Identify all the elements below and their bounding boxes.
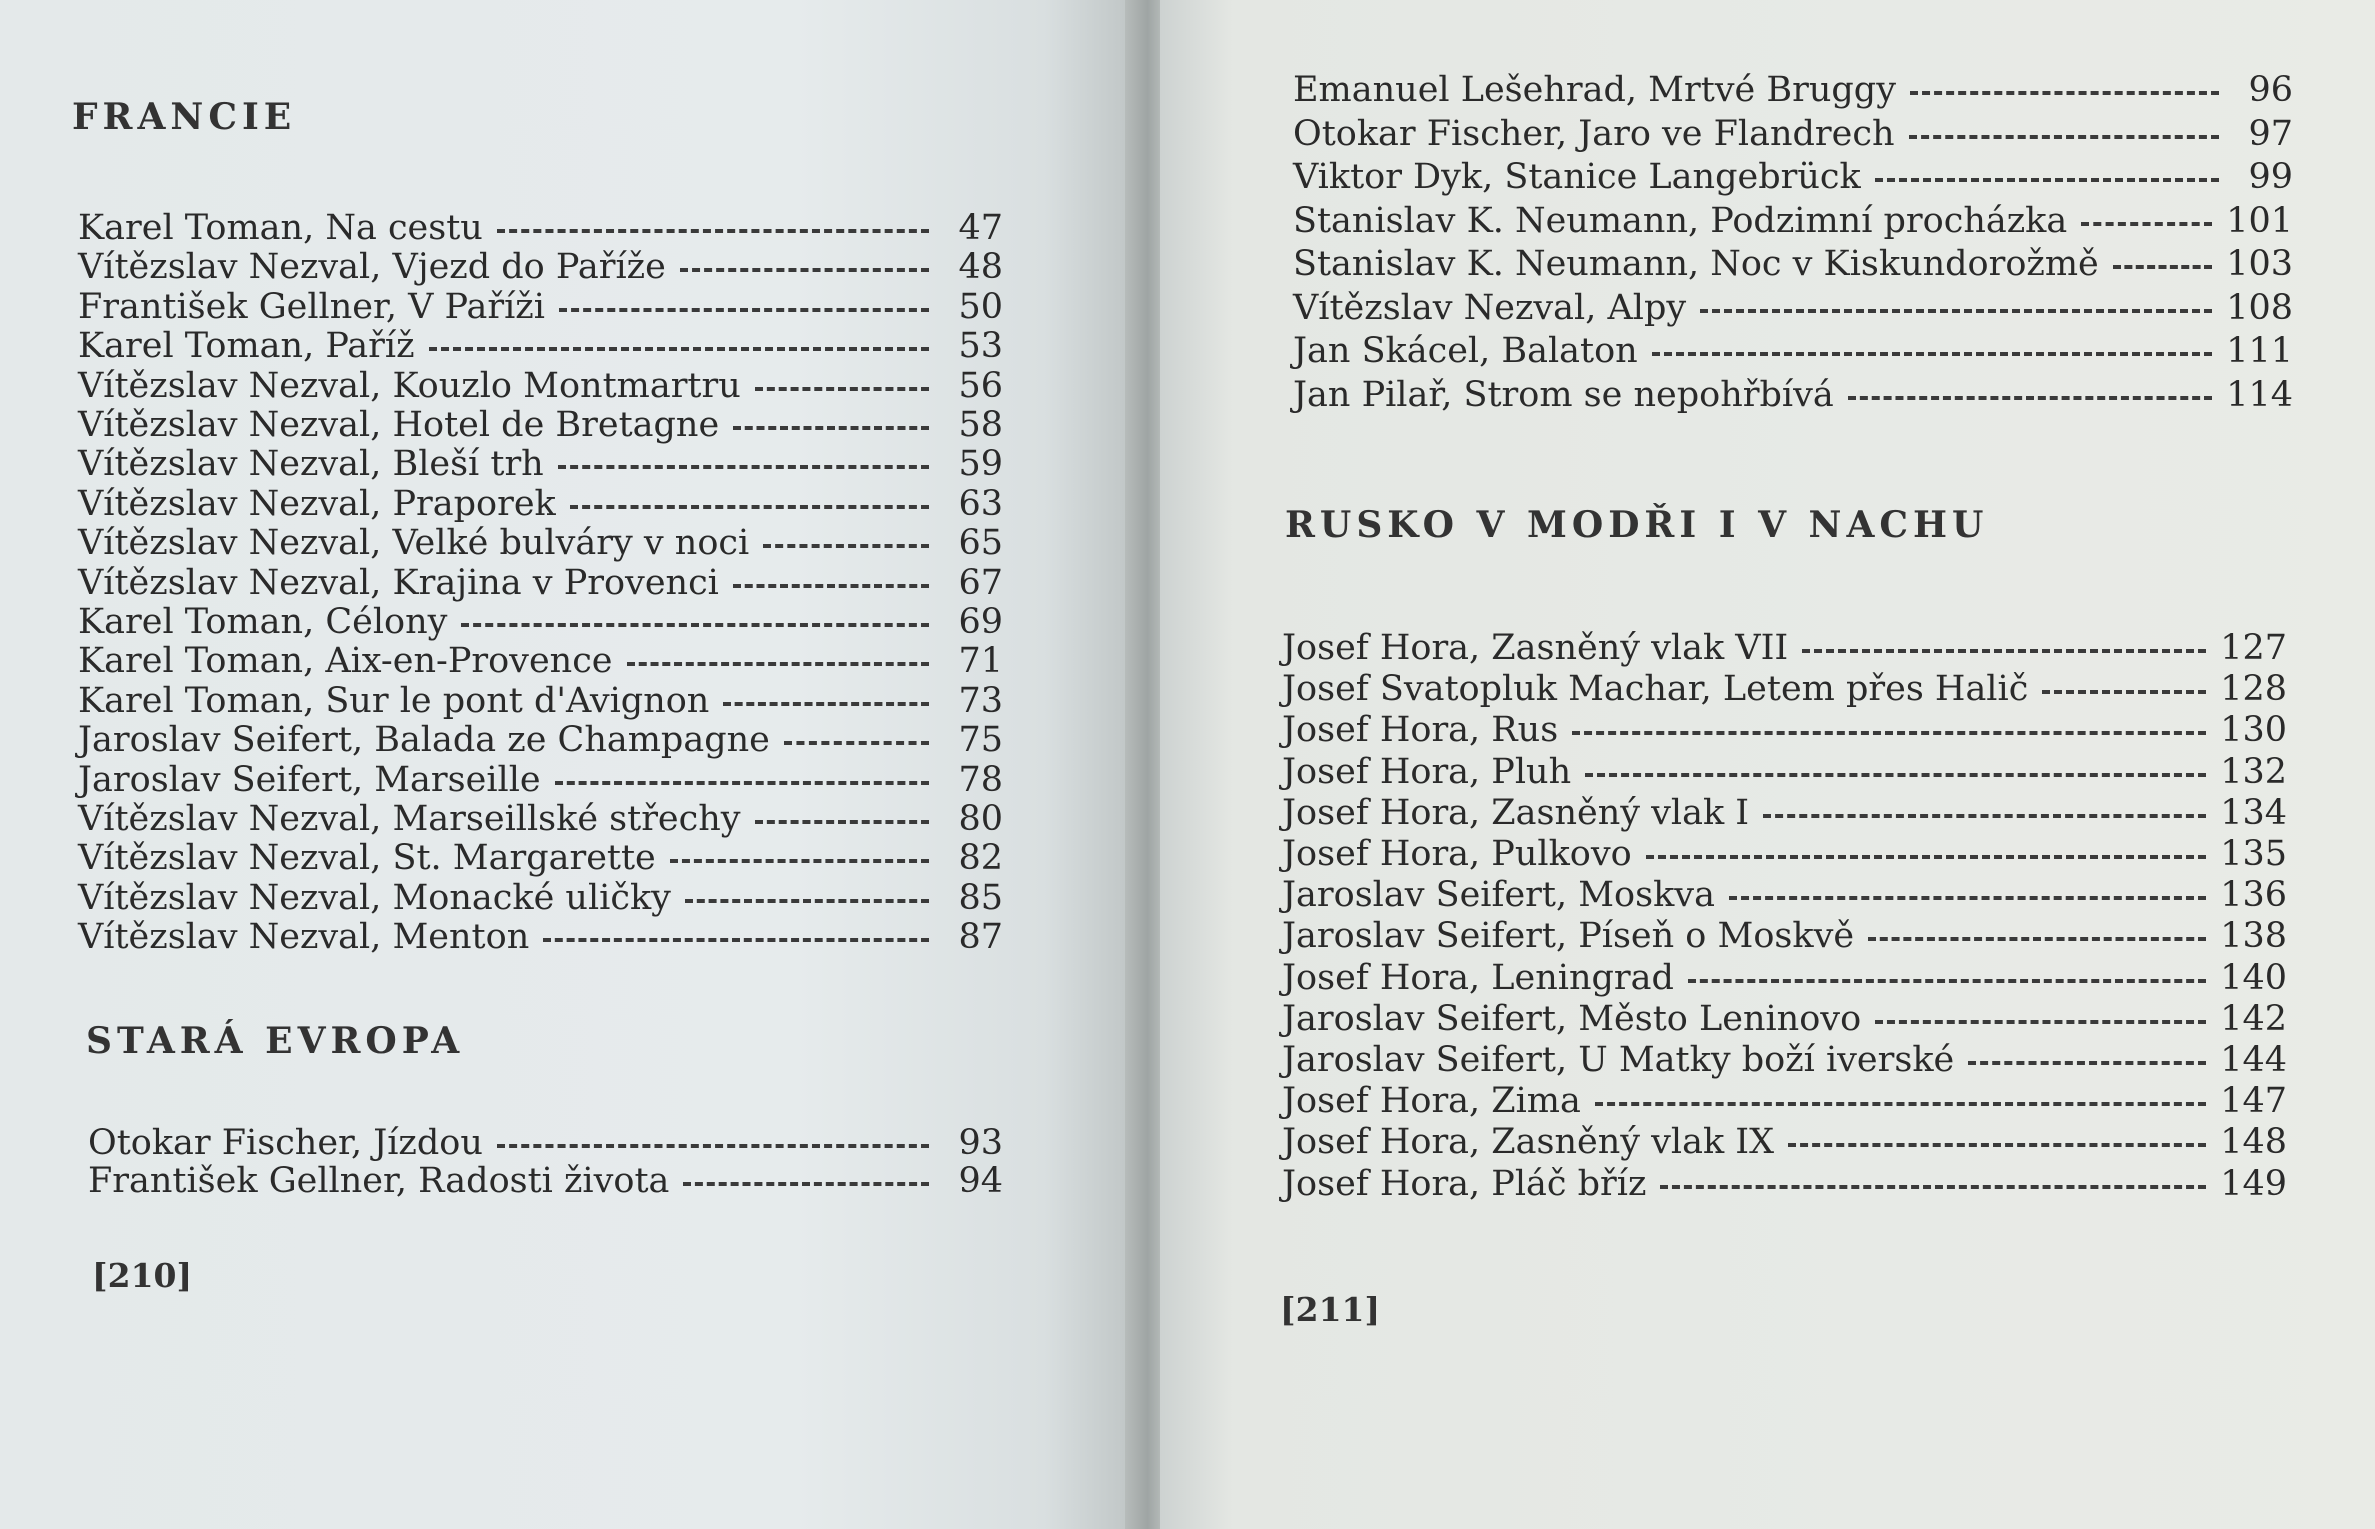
toc-entry-title: Vítězslav Nezval, Praporek bbox=[78, 483, 556, 524]
toc-entry-page: 127 bbox=[2220, 628, 2287, 668]
toc-entry bbox=[78, 208, 1003, 248]
toc-entry-title: Josef Hora, Zasněný vlak I bbox=[1282, 792, 1750, 833]
toc-entry-page: 80 bbox=[958, 799, 1003, 839]
toc-entry-title: Karel Toman, Paříž bbox=[78, 326, 415, 367]
toc-entry-title: Vítězslav Nezval, Bleší trh bbox=[78, 444, 544, 485]
toc-entry-title: Josef Hora, Zasněný vlak IX bbox=[1282, 1122, 1775, 1163]
dot-leader bbox=[1729, 896, 2206, 900]
toc-entry-page: 97 bbox=[2248, 113, 2293, 154]
toc-entry bbox=[1282, 1040, 2287, 1080]
dot-leader bbox=[1910, 91, 2219, 95]
dot-leader bbox=[1848, 396, 2212, 400]
toc-entry-title: Vítězslav Nezval, Kouzlo Montmartru bbox=[78, 365, 741, 406]
toc-entry bbox=[1293, 70, 2293, 110]
toc-entry-page: 85 bbox=[958, 877, 1003, 918]
toc-entry bbox=[78, 563, 1003, 603]
toc-entry-page: 136 bbox=[2220, 875, 2287, 916]
toc-entry-page: 128 bbox=[2220, 669, 2287, 710]
toc-entry-title: Jaroslav Seifert, Píseň o Moskvě bbox=[1282, 916, 1855, 957]
toc-entry-title: Vítězslav Nezval, Krajina v Provenci bbox=[78, 562, 719, 603]
toc-entry-title: Vítězslav Nezval, Hotel de Bretagne bbox=[78, 405, 720, 445]
dot-leader bbox=[755, 820, 929, 824]
dot-leader bbox=[723, 702, 929, 706]
toc-entry-title: František Gellner, Radosti života bbox=[88, 1161, 670, 1201]
toc-entry-title: Vítězslav Nezval, Velké bulváry v noci bbox=[78, 523, 750, 564]
toc-entry-page: 108 bbox=[2226, 287, 2293, 328]
dot-leader bbox=[733, 584, 929, 588]
toc-entry-title: Jaroslav Seifert, Město Leninovo bbox=[1282, 998, 1862, 1039]
toc-entry-title: Vítězslav Nezval, Marseillské střechy bbox=[78, 799, 741, 839]
toc-entry bbox=[78, 366, 1003, 406]
toc-entry bbox=[1282, 628, 2287, 668]
dot-leader bbox=[733, 426, 929, 430]
section-heading-rusko: RUSKO V MODŘI I V NACHU bbox=[1285, 504, 1989, 546]
toc-entry bbox=[78, 760, 1003, 800]
toc-entry-title: Otokar Fischer, Jaro ve Flandrech bbox=[1293, 113, 1895, 154]
toc-entry-page: 82 bbox=[958, 838, 1003, 879]
toc-entry-page: 135 bbox=[2220, 834, 2287, 874]
dot-leader bbox=[1585, 773, 2206, 777]
toc-entry-page: 93 bbox=[958, 1123, 1003, 1163]
dot-leader bbox=[1646, 855, 2206, 859]
dot-leader bbox=[1875, 178, 2219, 182]
toc-entry bbox=[1282, 793, 2287, 833]
toc-entry-page: 99 bbox=[2248, 157, 2293, 197]
toc-entry-page: 140 bbox=[2220, 957, 2287, 998]
toc-entry-title: Vítězslav Nezval, Alpy bbox=[1293, 287, 1687, 328]
toc-entry-page: 73 bbox=[958, 680, 1003, 721]
dot-leader bbox=[755, 387, 929, 391]
toc-entry-page: 56 bbox=[958, 365, 1003, 406]
toc-entry bbox=[78, 247, 1003, 287]
toc-entry-title: Vítězslav Nezval, Monacké uličky bbox=[78, 877, 671, 918]
toc-entry-title: Emanuel Lešehrad, Mrtvé Bruggy bbox=[1293, 70, 1896, 110]
toc-entry-page: 69 bbox=[958, 602, 1003, 642]
toc-entry-page: 103 bbox=[2226, 244, 2293, 284]
dot-leader bbox=[570, 505, 929, 509]
toc-entry-page: 149 bbox=[2220, 1163, 2287, 1204]
toc-entry bbox=[1282, 916, 2287, 956]
toc-entry bbox=[78, 484, 1003, 524]
dot-leader bbox=[685, 899, 929, 903]
toc-entry-page: 101 bbox=[2226, 200, 2293, 241]
dot-leader bbox=[1968, 1061, 2206, 1065]
toc-entry-page: 147 bbox=[2220, 1081, 2287, 1122]
dot-leader bbox=[2042, 690, 2206, 694]
dot-leader bbox=[558, 465, 929, 469]
toc-entry-page: 148 bbox=[2220, 1122, 2287, 1163]
toc-entry bbox=[1293, 288, 2293, 328]
dot-leader bbox=[1595, 1102, 2206, 1106]
dot-leader bbox=[559, 308, 929, 312]
toc-entry bbox=[1293, 331, 2293, 371]
toc-entry-page: 53 bbox=[958, 326, 1003, 367]
dot-leader bbox=[1763, 814, 2206, 818]
toc-entry-page: 63 bbox=[958, 483, 1003, 524]
page-number-right: [211] bbox=[1280, 1290, 1381, 1329]
toc-entry-page: 111 bbox=[2226, 331, 2293, 371]
toc-entry-title: Jan Pilař, Strom se nepohřbívá bbox=[1293, 374, 1834, 415]
dot-leader bbox=[461, 623, 929, 627]
toc-entry bbox=[78, 287, 1003, 327]
toc-entry bbox=[78, 602, 1003, 642]
toc-entry-title: Josef Hora, Zima bbox=[1282, 1081, 1581, 1122]
toc-entry-title: Josef Hora, Zasněný vlak VII bbox=[1282, 628, 1789, 668]
dot-leader bbox=[1660, 1185, 2206, 1189]
toc-entry-page: 134 bbox=[2220, 792, 2287, 833]
toc-entry-title: Stanislav K. Neumann, Noc v Kiskundorožmě bbox=[1293, 244, 2099, 284]
toc-entry bbox=[1282, 834, 2287, 874]
page-number-left: [210] bbox=[92, 1256, 193, 1295]
dot-leader bbox=[683, 1182, 929, 1186]
dot-leader bbox=[1688, 979, 2206, 983]
toc-entry-title: Jaroslav Seifert, U Matky boží iverské bbox=[1282, 1040, 1955, 1080]
toc-entry-page: 130 bbox=[2220, 710, 2287, 751]
dot-leader bbox=[2081, 222, 2212, 226]
toc-entry-title: Jan Skácel, Balaton bbox=[1293, 331, 1638, 371]
toc-entry-page: 71 bbox=[958, 641, 1003, 682]
toc-entry-page: 58 bbox=[958, 405, 1003, 445]
toc-entry bbox=[78, 523, 1003, 563]
dot-leader bbox=[627, 662, 929, 666]
dot-leader bbox=[543, 938, 929, 942]
dot-leader bbox=[1868, 937, 2206, 941]
toc-entry bbox=[1282, 669, 2287, 709]
toc-entry-title: Jaroslav Seifert, Moskva bbox=[1282, 875, 1715, 916]
dot-leader bbox=[680, 268, 929, 272]
toc-entry bbox=[78, 720, 1003, 760]
dot-leader bbox=[1788, 1143, 2206, 1147]
dot-leader bbox=[1909, 135, 2219, 139]
left-page bbox=[0, 0, 1135, 1529]
toc-entry-page: 48 bbox=[958, 247, 1003, 288]
toc-entry-page: 87 bbox=[958, 917, 1003, 958]
toc-entry-title: Vítězslav Nezval, Menton bbox=[78, 917, 530, 958]
toc-entry bbox=[1293, 201, 2293, 241]
right-page bbox=[1160, 0, 2375, 1529]
section-heading-stara-evropa: STARÁ EVROPA bbox=[86, 1020, 465, 1062]
dot-leader bbox=[1652, 352, 2212, 356]
dot-leader bbox=[1802, 649, 2206, 653]
dot-leader bbox=[670, 859, 929, 863]
toc-entry-title: Josef Hora, Leningrad bbox=[1282, 957, 1674, 998]
toc-entry-title: Jaroslav Seifert, Marseille bbox=[78, 759, 541, 800]
toc-entry bbox=[88, 1161, 1003, 1201]
toc-entry-page: 142 bbox=[2220, 998, 2287, 1039]
toc-entry-title: Stanislav K. Neumann, Podzimní procházka bbox=[1293, 200, 2068, 241]
toc-entry-page: 47 bbox=[958, 208, 1003, 248]
toc-entry-page: 94 bbox=[958, 1161, 1003, 1201]
toc-entry bbox=[88, 1123, 1003, 1163]
toc-entry-title: Vítězslav Nezval, St. Margarette bbox=[78, 838, 656, 879]
dot-leader bbox=[784, 741, 929, 745]
toc-entry bbox=[1282, 1122, 2287, 1162]
toc-entry-title: Josef Hora, Rus bbox=[1282, 710, 1559, 751]
toc-entry-page: 132 bbox=[2220, 751, 2287, 792]
toc-entry bbox=[1293, 114, 2293, 154]
toc-entry-page: 144 bbox=[2220, 1040, 2287, 1080]
toc-entry-title: Karel Toman, Na cestu bbox=[78, 208, 483, 248]
toc-entry-title: Otokar Fischer, Jízdou bbox=[88, 1123, 483, 1163]
toc-entry bbox=[78, 641, 1003, 681]
toc-entry-title: František Gellner, V Paříži bbox=[78, 286, 545, 327]
toc-entry bbox=[1282, 1164, 2287, 1204]
toc-entry bbox=[78, 444, 1003, 484]
toc-entry-title: Josef Hora, Pulkovo bbox=[1282, 834, 1632, 874]
toc-entry bbox=[1282, 999, 2287, 1039]
toc-entry bbox=[78, 917, 1003, 957]
toc-entry-title: Jaroslav Seifert, Balada ze Champagne bbox=[78, 720, 770, 761]
toc-entry-page: 50 bbox=[958, 286, 1003, 327]
toc-entry-title: Josef Svatopluk Machar, Letem přes Halič bbox=[1282, 669, 2029, 710]
toc-entry-page: 138 bbox=[2220, 916, 2287, 957]
toc-entry-page: 114 bbox=[2226, 374, 2293, 415]
toc-entry bbox=[1282, 875, 2287, 915]
toc-entry-page: 78 bbox=[958, 759, 1003, 800]
toc-entry-title: Josef Hora, Pláč bříz bbox=[1282, 1163, 1647, 1204]
toc-entry-title: Karel Toman, Sur le pont d'Avignon bbox=[78, 680, 710, 721]
dot-leader bbox=[1875, 1020, 2206, 1024]
toc-entry bbox=[1282, 1081, 2287, 1121]
dot-leader bbox=[1700, 309, 2212, 313]
toc-entry-title: Viktor Dyk, Stanice Langebrück bbox=[1293, 157, 1861, 197]
toc-entry bbox=[78, 838, 1003, 878]
dot-leader bbox=[429, 347, 929, 351]
toc-entry bbox=[1282, 710, 2287, 750]
dot-leader bbox=[2113, 265, 2212, 269]
dot-leader bbox=[555, 781, 929, 785]
toc-entry-page: 59 bbox=[958, 444, 1003, 485]
toc-entry-page: 65 bbox=[958, 523, 1003, 564]
toc-entry-page: 96 bbox=[2248, 70, 2293, 110]
toc-entry bbox=[1282, 752, 2287, 792]
toc-entry-title: Josef Hora, Pluh bbox=[1282, 751, 1572, 792]
dot-leader bbox=[497, 1144, 929, 1148]
toc-entry-title: Karel Toman, Aix-en-Provence bbox=[78, 641, 613, 682]
toc-entry bbox=[78, 799, 1003, 839]
toc-entry-page: 75 bbox=[958, 720, 1003, 761]
toc-entry-page: 67 bbox=[958, 562, 1003, 603]
toc-entry bbox=[78, 878, 1003, 918]
toc-entry bbox=[78, 405, 1003, 445]
dot-leader bbox=[763, 544, 929, 548]
dot-leader bbox=[1572, 731, 2206, 735]
dot-leader bbox=[497, 229, 929, 233]
toc-entry bbox=[78, 681, 1003, 721]
toc-entry bbox=[1282, 958, 2287, 998]
toc-entry bbox=[78, 326, 1003, 366]
toc-entry bbox=[1293, 375, 2293, 415]
section-heading-francie: FRANCIE bbox=[72, 96, 297, 138]
toc-entry bbox=[1293, 244, 2293, 284]
toc-entry bbox=[1293, 157, 2293, 197]
toc-entry-title: Vítězslav Nezval, Vjezd do Paříže bbox=[78, 247, 666, 288]
toc-entry-title: Karel Toman, Célony bbox=[78, 602, 448, 642]
